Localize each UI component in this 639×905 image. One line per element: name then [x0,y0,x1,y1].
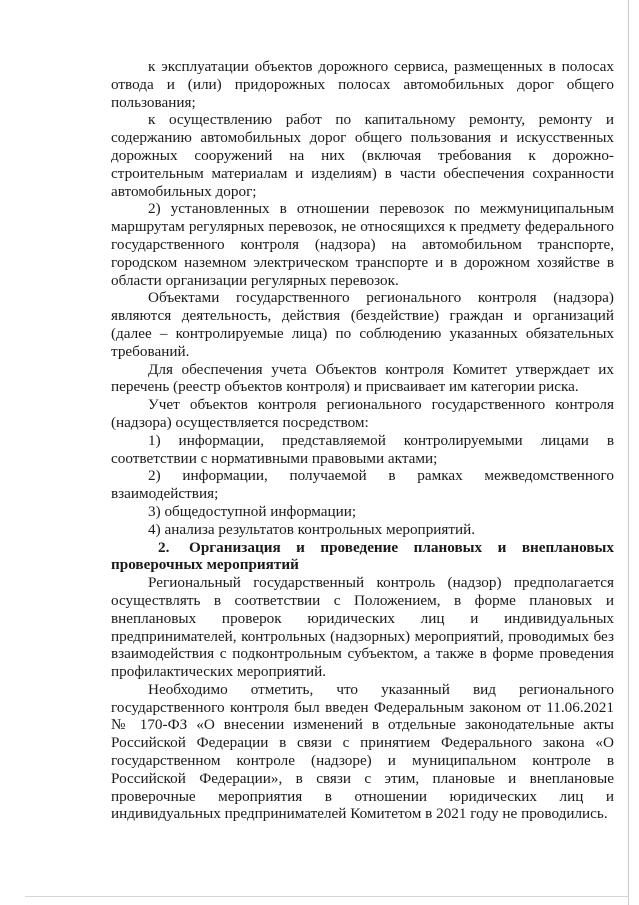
paragraph-control-objects: Объектами государственного регионального контроля (надзора) являются деятельность, действия (бездействие) граждан и организаций (далее – контролируемые лица) по соблюдению указанных обязательных требований. [111,289,614,360]
document-body [111,58,614,823]
section-title: Организация и проведение плановых и внеплановых проверочных мероприятий [111,538,614,574]
section-heading [111,539,614,575]
section-number: 2. [158,538,170,556]
paragraph-control-forms: Региональный государственный контроль (надзор) предполагается осуществлять в соответствии с Положением, в форме плановых и внеплановых проверок юридических лиц и индивидуальных предпринимателей, контрольных (надзорных) мероприятий, проводимых без взаимодействия с подконтрольным субъектом, а также в форме проведения профилактических мероприятий. [111,574,614,681]
paragraph-federal-law: Необходимо отметить, что указанный вид регионального государственного контроля был введен Федеральным законом от 11.06.2021 № 170-ФЗ «О внесении изменений в отдельные законодательные акты Российской Федерации в связи с принятием Федерального закона «О государственном контроле (надзоре) и муниципальном контроле в Российской Федерации», в связи с этим, плановые и внеплановые проверочные мероприятия в отношении юридических лиц и индивидуальных предпринимателей Комитетом в 2021 году не проводились. [111,680,614,823]
list-item-2: 2) информации, получаемой в рамках межведомственного взаимодействия; [111,467,614,503]
paragraph-transport-requirements: 2) установленных в отношении перевозок по межмуниципальным маршрутам регулярных перевозок, не относящихся к предмету федерального государственного контроля (надзора) на автомобильном транспорте, городском наземном электрическом транспорте и в дорожном хозяйстве в области организации регулярных перевозок. [111,200,614,289]
scan-edge-line [628,0,629,905]
paragraph-accounting-intro: Учет объектов контроля регионального государственного контроля (надзора) осуществляется посредством: [111,396,614,431]
list-item-3: 3) общедоступной информации; [148,502,357,520]
list-item-4: 4) анализа результатов контрольных мероприятий. [148,520,476,538]
list-item-1: 1) информации, представляемой контролируемыми лицами в соответствии с нормативными правовыми актами; [111,431,614,467]
paragraph-road-service: к эксплуатации объектов дорожного сервиса, размещенных в полосах отвода и (или) придорожных полосах автомобильных дорог общего пользования; [111,58,614,111]
scan-bottom-line [25,896,629,897]
paragraph-road-repair: к осуществлению работ по капитальному ремонту, ремонту и содержанию автомобильных дорог общего пользования и искусственных дорожных сооружений на них (включая требования к дорожно-строительным материалам и изделиям) в части обеспечения сохранности автомобильных дорог; [111,111,614,200]
paragraph-registry: Для обеспечения учета Объектов контроля Комитет утверждает их перечень (реестр объектов контроля) и присваивает им категории риска. [111,360,614,396]
